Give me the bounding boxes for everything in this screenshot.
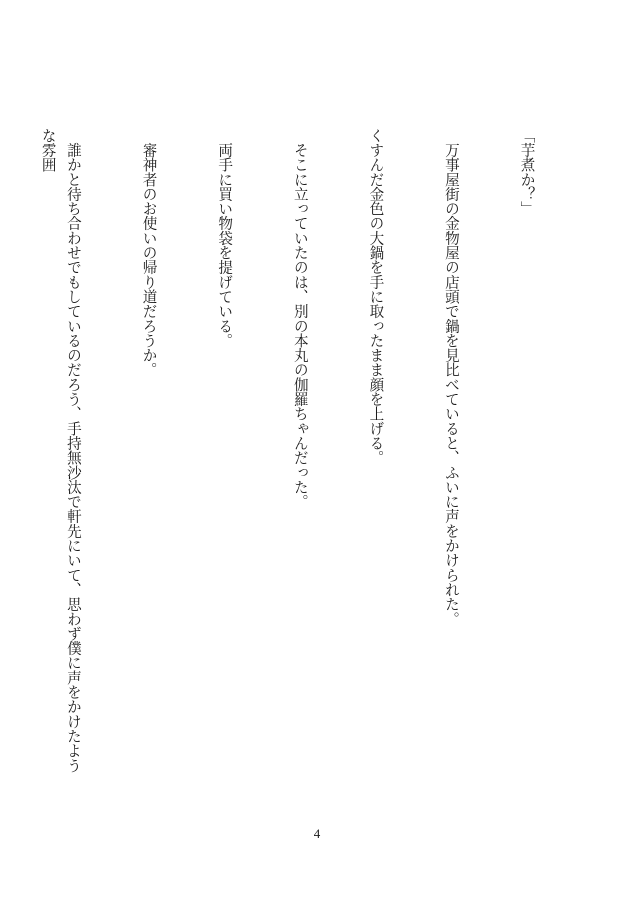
text-line: 誰かと待ち合わせでもしているのだろう、手持無沙汰で軒先にいて、思わず僕に声をかけたような雰囲 (39, 128, 82, 773)
text-line: 万事屋街の金物屋の店頭で鍋を見比べていると、ふいに声をかけられた。 (442, 128, 460, 627)
text-line: そこに立っていたのは、別の本丸の伽羅ちゃんだった。 (291, 128, 309, 509)
text-line: 両手に買い物袋を提げている。 (216, 128, 234, 348)
text-line: 「芋煮か？」 (518, 128, 536, 216)
text-line: くすんだ金色の大鍋を手に取ったまま顔を上げる。 (367, 128, 385, 465)
text-line: 審神者のお使いの帰り道だろうか。 (140, 128, 158, 378)
page-number: 4 (313, 826, 321, 841)
vertical-text-body (0, 128, 590, 778)
